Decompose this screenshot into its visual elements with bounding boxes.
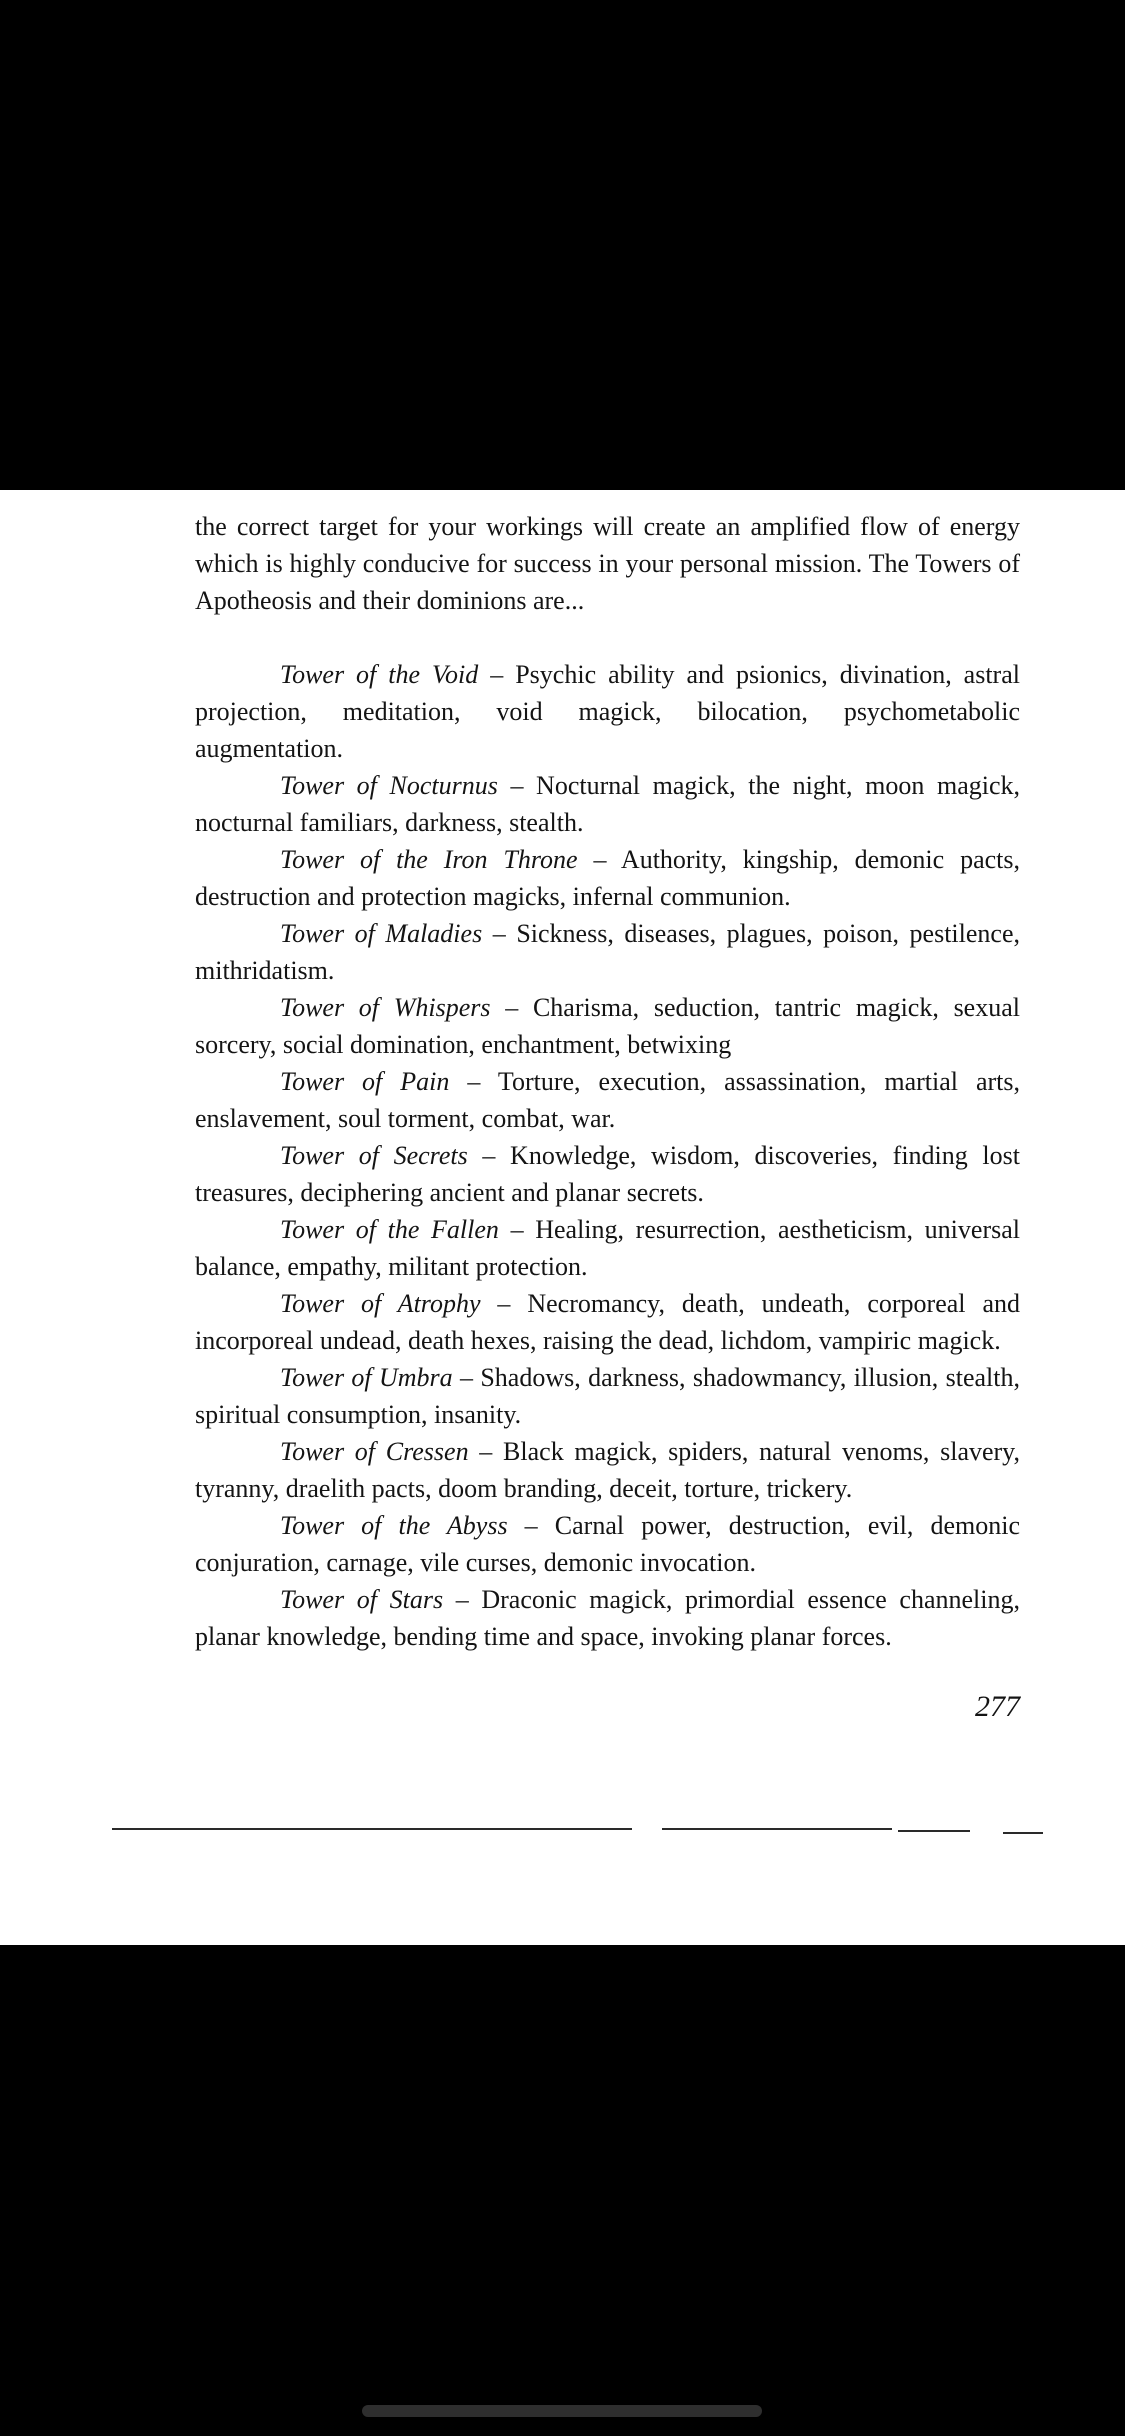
tower-entry (195, 1359, 1020, 1433)
tower-entry (195, 1211, 1020, 1285)
tower-entry (195, 1581, 1020, 1655)
document-page (0, 490, 1125, 1945)
tower-entry (195, 1285, 1020, 1359)
tower-name: Tower of Pain (280, 1067, 450, 1096)
tower-name: Tower of the Iron Throne (280, 845, 578, 874)
tower-description: – Charisma, seduction, tantric magick, sexual sorcery, social domination, enchantment, betwixing (195, 993, 1020, 1059)
tower-name: Tower of Secrets (280, 1141, 468, 1170)
tower-entry (195, 1433, 1020, 1507)
tower-description: – Sickness, diseases, plagues, poison, pestilence, mithridatism. (195, 919, 1021, 985)
tower-name: Tower of Stars (280, 1585, 444, 1614)
tower-entry (195, 1507, 1020, 1581)
tower-description: – Torture, execution, assassination, martial arts, enslavement, soul torment, combat, war. (195, 1067, 1021, 1133)
tower-entry (195, 989, 1020, 1063)
scan-edge-line (112, 1828, 632, 1830)
tower-entry (195, 1137, 1020, 1211)
scan-edge-line (898, 1830, 970, 1832)
tower-name: Tower of Umbra (280, 1363, 453, 1392)
tower-description: – Carnal power, destruction, evil, demonic conjuration, carnage, vile curses, demonic invocation. (195, 1511, 1021, 1577)
tower-entry (195, 656, 1020, 767)
tower-description: – Psychic ability and psionics, divination, astral projection, meditation, void magick, bilocation, psychometabolic augmentation. (195, 660, 1020, 763)
scan-edge-line (662, 1828, 892, 1830)
tower-description: – Shadows, darkness, shadowmancy, illusion, stealth, spiritual consumption, insanity. (195, 1363, 1020, 1429)
tower-name: Tower of Whispers (280, 993, 491, 1022)
tower-name: Tower of Atrophy (280, 1289, 481, 1318)
tower-description: – Authority, kingship, demonic pacts, destruction and protection magicks, infernal communion. (195, 845, 1021, 911)
tower-description: – Healing, resurrection, aestheticism, universal balance, empathy, militant protection. (195, 1215, 1020, 1281)
tower-name: Tower of the Abyss (280, 1511, 508, 1540)
tower-description: – Black magick, spiders, natural venoms, slavery, tyranny, draelith pacts, doom branding, deceit, torture, trickery. (195, 1437, 1020, 1503)
intro-paragraph: the correct target for your workings will create an amplified flow of energy which is highly conducive for success in your personal mission. The Towers of Apotheosis and their dominions are... (195, 512, 1020, 615)
tower-name: Tower of Cressen (280, 1437, 469, 1466)
tower-name: Tower of Nocturnus (280, 771, 498, 800)
scan-edge-line (1003, 1832, 1043, 1834)
page-text (195, 508, 1020, 1655)
tower-description: – Knowledge, wisdom, discoveries, finding lost treasures, deciphering ancient and planar secrets. (195, 1141, 1020, 1207)
tower-name: Tower of Maladies (280, 919, 483, 948)
tower-description: – Necromancy, death, undeath, corporeal and incorporeal undead, death hexes, raising the dead, lichdom, vampiric magick. (195, 1289, 1020, 1355)
tower-name: Tower of the Fallen (280, 1215, 499, 1244)
tower-description: – Nocturnal magick, the night, moon magick, nocturnal familiars, darkness, stealth. (195, 771, 1020, 837)
tower-entry (195, 841, 1020, 915)
tower-entry (195, 1063, 1020, 1137)
home-indicator[interactable] (362, 2405, 762, 2417)
tower-description: – Draconic magick, primordial essence channeling, planar knowledge, bending time and space, invoking planar forces. (195, 1585, 1020, 1651)
tower-entry (195, 767, 1020, 841)
page-number: 277 (975, 1690, 1020, 1723)
tower-name: Tower of the Void (280, 660, 479, 689)
tower-entry (195, 915, 1020, 989)
